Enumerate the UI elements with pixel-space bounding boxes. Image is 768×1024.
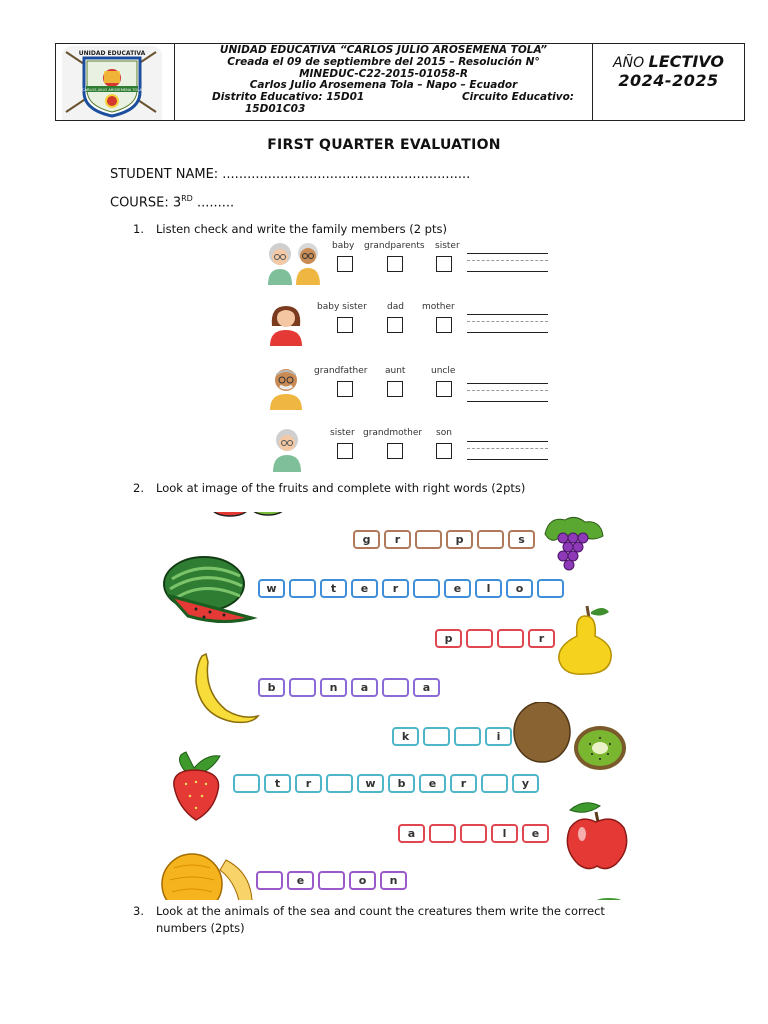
option-label: son	[436, 428, 452, 438]
option-label: grandparents	[364, 241, 425, 251]
word-grapes	[353, 530, 535, 549]
letter-box: a	[413, 678, 440, 697]
blank-letter-box[interactable]	[454, 727, 481, 746]
option-label: grandfather	[314, 366, 368, 376]
word-apple	[398, 824, 549, 843]
kiwi-icon	[512, 702, 630, 772]
svg-text:UNIDAD EDUCATIVA: UNIDAD EDUCATIVA	[78, 50, 146, 57]
course-dots: .........	[192, 195, 235, 211]
blank-letter-box[interactable]	[466, 629, 493, 648]
blank-letter-box[interactable]	[429, 824, 456, 843]
letter-box: r	[450, 774, 477, 793]
family-row-1	[266, 241, 556, 291]
question-number: 2.	[133, 481, 144, 495]
answer-line[interactable]	[467, 304, 548, 333]
option-checkbox[interactable]	[387, 381, 403, 397]
student-name-field[interactable]: STUDENT NAME: ............................................................	[110, 167, 471, 182]
letter-box: e	[419, 774, 446, 793]
school-crest-logo	[56, 44, 174, 120]
svg-text:CARLOS JULIO AROSEMENA TOLA: CARLOS JULIO AROSEMENA TOLA	[82, 88, 142, 92]
family-row-2	[266, 302, 556, 352]
question-text: Look at the animals of the sea and count the creatures them write the correct	[156, 904, 605, 918]
option-checkbox[interactable]	[436, 256, 452, 272]
fruit-puzzle	[160, 512, 640, 900]
mother-icon	[266, 302, 306, 346]
letter-box: b	[388, 774, 415, 793]
answer-line[interactable]	[467, 243, 548, 272]
page-title: FIRST QUARTER EVALUATION	[267, 137, 501, 153]
course-field[interactable]	[110, 194, 234, 210]
melon-icon	[160, 848, 256, 900]
school-location: Carlos Julio Arosemena Tola – Napo – Ecuador	[249, 79, 518, 92]
family-row-4	[266, 428, 556, 478]
question-text: Listen check and write the family members (2 pts)	[156, 222, 447, 236]
word-strawberry	[233, 774, 539, 793]
blank-letter-box[interactable]	[481, 774, 508, 793]
school-name: UNIDAD EDUCATIVA “CARLOS JULIO AROSEMENA TOLA”	[219, 44, 548, 56]
question-number: 3.	[133, 904, 144, 918]
letter-box: g	[353, 530, 380, 549]
letter-box: t	[320, 579, 347, 598]
pear-icon	[553, 602, 617, 678]
blank-letter-box[interactable]	[415, 530, 442, 549]
blank-letter-box[interactable]	[233, 774, 260, 793]
blank-letter-box[interactable]	[537, 579, 564, 598]
family-row-3	[266, 366, 556, 416]
letter-box: r	[382, 579, 409, 598]
blank-letter-box[interactable]	[289, 678, 316, 697]
blank-letter-box[interactable]	[382, 678, 409, 697]
year-label-a: AÑO	[613, 55, 645, 71]
option-checkbox[interactable]	[337, 381, 353, 397]
blank-letter-box[interactable]	[497, 629, 524, 648]
option-checkbox[interactable]	[337, 317, 353, 333]
option-label: aunt	[385, 366, 406, 376]
letter-box: o	[349, 871, 376, 890]
option-label: uncle	[431, 366, 456, 376]
option-checkbox[interactable]	[387, 256, 403, 272]
creation-info: Creada el 09 de septiembre del 2015 – Resolución N°	[227, 55, 540, 68]
grandmother-icon	[266, 428, 306, 472]
year-value: 2024-2025	[618, 71, 719, 90]
option-checkbox[interactable]	[436, 317, 452, 333]
letter-box: p	[435, 629, 462, 648]
question-3	[133, 903, 613, 937]
answer-line[interactable]	[467, 431, 548, 460]
apple-icon	[560, 798, 634, 872]
letter-box: e	[522, 824, 549, 843]
blank-letter-box[interactable]	[413, 579, 440, 598]
blank-letter-box[interactable]	[289, 579, 316, 598]
watermelon-icon	[162, 554, 260, 624]
resolution-code: MINEDUC-C22-2015-01058-R	[299, 67, 468, 80]
grapes-icon	[535, 514, 607, 576]
option-checkbox[interactable]	[387, 317, 403, 333]
circuit-code: 15D01C03	[245, 102, 306, 115]
option-label: sister	[330, 428, 355, 438]
blank-letter-box[interactable]	[256, 871, 283, 890]
year-label-b: LECTIVO	[648, 52, 724, 71]
letter-box: r	[384, 530, 411, 549]
letter-box: i	[485, 727, 512, 746]
letter-box: r	[528, 629, 555, 648]
letter-box: a	[398, 824, 425, 843]
option-checkbox[interactable]	[436, 443, 452, 459]
word-melon	[256, 871, 407, 890]
word-pear	[435, 629, 555, 648]
blank-letter-box[interactable]	[318, 871, 345, 890]
option-label: baby sister	[317, 302, 367, 312]
question-2	[133, 481, 525, 495]
partial-leaf-icon	[594, 894, 624, 900]
letter-box: e	[287, 871, 314, 890]
school-logo-cell	[56, 44, 175, 120]
word-banana	[258, 678, 440, 697]
option-checkbox[interactable]	[436, 381, 452, 397]
blank-letter-box[interactable]	[423, 727, 450, 746]
circuit-label: Circuito Educativo:	[461, 91, 574, 104]
letter-box: r	[295, 774, 322, 793]
question-text-continued: numbers (2pts)	[156, 921, 245, 935]
letter-box: w	[357, 774, 384, 793]
blank-letter-box[interactable]	[460, 824, 487, 843]
course-prefix: COURSE: 3	[110, 195, 182, 211]
word-watermelon	[258, 579, 564, 598]
question-text: Look at image of the fruits and complete with right words (2pts)	[156, 481, 526, 495]
partial-fruit-icon	[208, 512, 288, 522]
letter-box: y	[512, 774, 539, 793]
letter-box: w	[258, 579, 285, 598]
school-year	[593, 44, 744, 120]
option-checkbox[interactable]	[387, 443, 403, 459]
letter-box: s	[508, 530, 535, 549]
letter-box: a	[351, 678, 378, 697]
strawberry-icon	[164, 750, 230, 822]
letter-box: e	[351, 579, 378, 598]
letter-box: p	[446, 530, 473, 549]
option-checkbox[interactable]	[337, 443, 353, 459]
letter-box: n	[380, 871, 407, 890]
option-label: mother	[422, 302, 455, 312]
letter-box: b	[258, 678, 285, 697]
letter-box: o	[506, 579, 533, 598]
option-label: sister	[435, 241, 460, 251]
option-label: baby	[332, 241, 355, 251]
option-checkbox[interactable]	[337, 256, 353, 272]
word-kiwi	[392, 727, 512, 746]
course-suffix-sup: RD	[181, 194, 193, 203]
grandparents-icon	[266, 241, 326, 285]
letter-box: k	[392, 727, 419, 746]
school-info	[175, 44, 593, 120]
blank-letter-box[interactable]	[326, 774, 353, 793]
letter-box: e	[444, 579, 471, 598]
answer-line[interactable]	[467, 373, 548, 402]
question-number: 1.	[133, 222, 144, 236]
letter-box: t	[264, 774, 291, 793]
school-header	[55, 43, 745, 121]
letter-box: l	[491, 824, 518, 843]
blank-letter-box[interactable]	[477, 530, 504, 549]
grandfather-icon	[266, 366, 306, 410]
question-1	[133, 222, 447, 236]
letter-box: n	[320, 678, 347, 697]
option-label: dad	[387, 302, 404, 312]
banana-icon	[186, 652, 262, 726]
letter-box: l	[475, 579, 502, 598]
option-label: grandmother	[363, 428, 423, 438]
district-info: Distrito Educativo: 15D01	[212, 91, 365, 104]
